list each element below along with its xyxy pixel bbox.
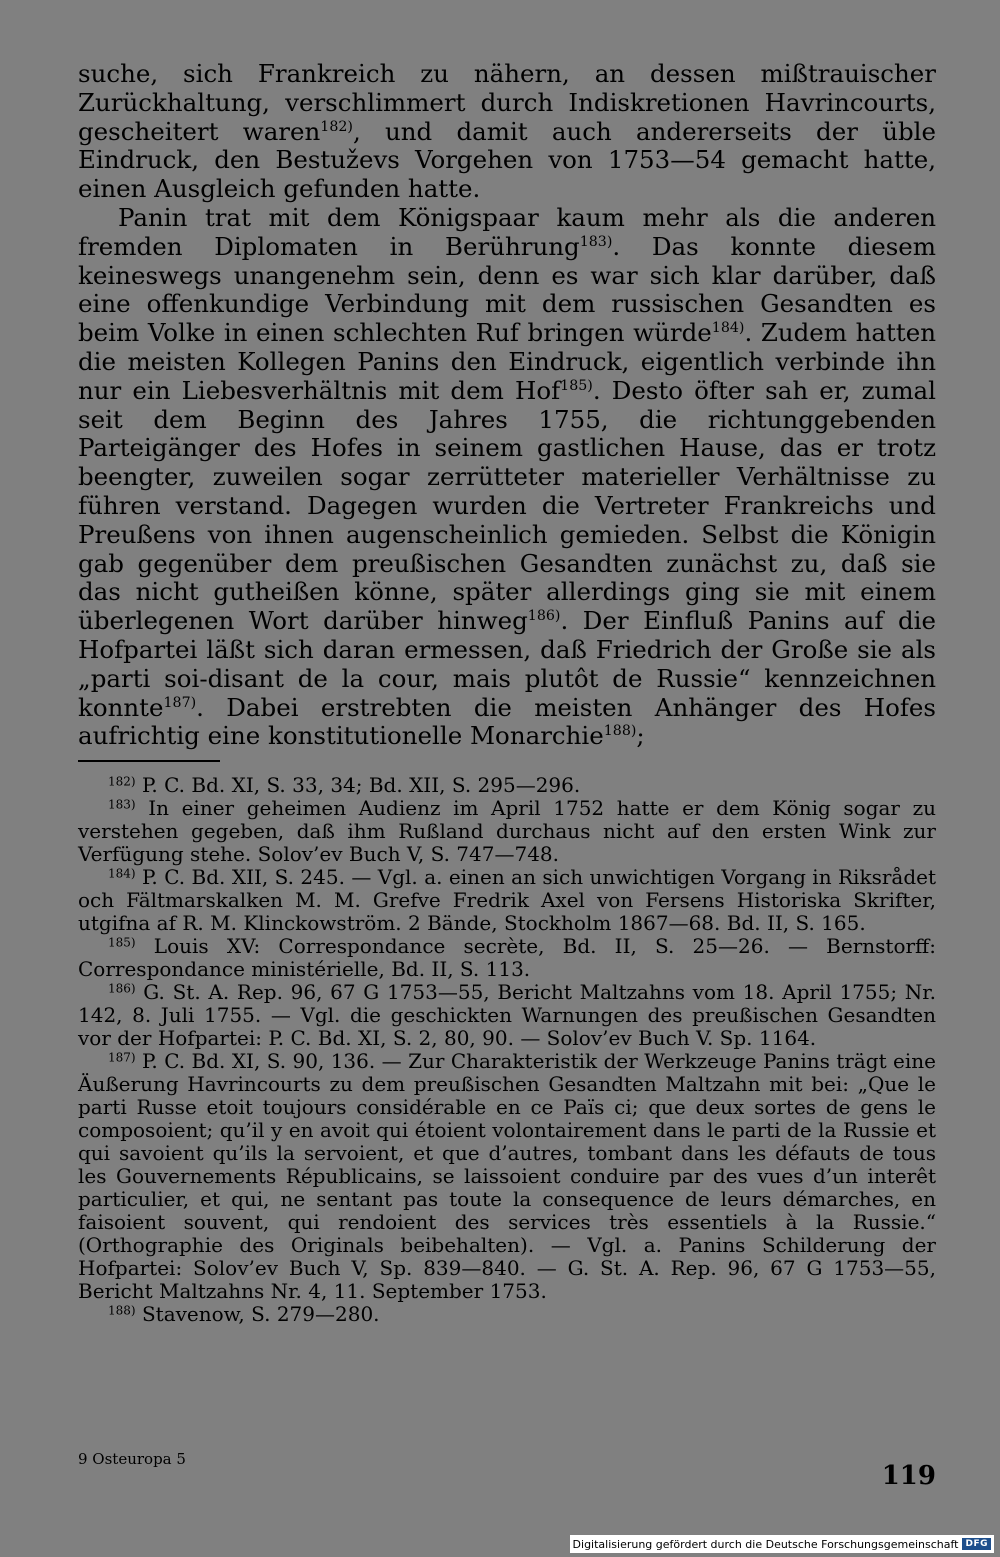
footnote [78,866,936,935]
body-paragraph [78,204,936,751]
page-number: 119 [881,1461,936,1491]
footnote [78,935,936,981]
footnote-reference[interactable]: 185) [560,377,593,394]
footnote-number: 185) [108,935,136,950]
footnote-number: 186) [108,981,136,996]
printer-signature: 9 Osteuropa 5 [78,1450,186,1468]
body-text-segment: , und damit auch andererseits der üble Eindruck, den Bestuževs Vorgehen von 1753—54 gemacht hatte, einen Ausgleich gefunden hatte. [78,116,936,204]
footnote-number: 184) [108,866,136,881]
body-text-segment: Panin trat mit dem Königspaar kaum mehr als die anderen fremden Diplomaten in Berührung [78,202,936,261]
body-text-segment: . Das konnte diesem keineswegs unangenehm sein, denn es war sich klar darüber, daß eine offenkundige Verbindung mit dem russischen Gesandten es beim Volke in einen schlechten Ruf bringen würde [78,231,936,348]
dfg-logo: DFG [962,1538,991,1550]
footnote-text: P. C. Bd. XI, S. 33, 34; Bd. XII, S. 295—296. [141,773,581,798]
footnote-number: 182) [108,774,136,789]
page-content [78,60,936,1326]
body-text [78,60,936,751]
footnote [78,797,936,866]
credit-text: Digitalisierung gefördert durch die Deutsche Forschungsgemeinschaft [572,1537,959,1551]
footnote-text: P. C. Bd. XI, S. 90, 136. — Zur Charakteristik der Werkzeuge Panins trägt eine Äußerung Havrincourts zu dem preußischen Gesandten Maltzahn mit bei: „Que le parti Russe etoit toujours considérable en ce Païs ci; que deux sortes de gens le composoient; qu’il y en avoit qui étoient volontairement dans le parti de la Russie et qui savoient qu’ils la servoient, et que d’autres, tombant dans les défauts de tous les Gouvernements Républicains, se laissoient conduire par des vues d’un interêt particulier, et qui, ne sentant pas toute la consequence de leurs démarches, en faisoient souvent, qui rendoient des services très essentiels à la Russie.“ (Orthographie des Originals beibehalten). — Vgl. a. Panins Schilderung der Hofpartei: Solov’ev Buch V, Sp. 839—840. — G. St. A. Rep. 96, 67 G 1753—55, Bericht Maltzahns Nr. 4, 11. September 1753. [78,1049,936,1304]
footnote-reference[interactable]: 182) [320,118,353,135]
body-paragraph [78,60,936,204]
footnote [78,774,936,797]
footnote-reference[interactable]: 184) [711,320,745,337]
footnotes [78,774,936,1326]
footnote-number: 188) [108,1303,136,1318]
footnote-reference[interactable]: 183) [579,233,613,250]
footnote [78,1050,936,1303]
footnote-reference[interactable]: 186) [527,608,561,625]
footnote-reference[interactable]: 188) [603,723,637,740]
footnote-text: G. St. A. Rep. 96, 67 G 1753—55, Bericht Maltzahns vom 18. April 1755; Nr. 142, 8. Juli 1755. — Vgl. die geschickten Warnungen des preußischen Gesandten vor der Hofpartei: P. C. Bd. XI, S. 2, 80, 90. — Solov’ev Buch V. Sp. 1164. [78,980,937,1051]
footnote [78,1303,936,1326]
footnote-reference[interactable]: 187) [163,694,197,711]
footnote-number: 183) [108,797,136,812]
body-text-segment: . Desto öfter sah er, zumal seit dem Beginn des Jahres 1755, die richtunggebenden Parteigänger des Hofes in seinem gastlichen Hause, das er trotz beengter, zuweilen sogar zerrütteter materieller Verhältnisse zu führen verstand. Dagegen wurden die Vertreter Frankreichs und Preußens von ihnen augenscheinlich gemieden. Selbst die Königin gab gegenüber dem preußischen Gesandten zunächst zu, daß sie das nicht gutheißen könne, später allerdings ging sie mit einem überlegenen Wort darüber hinweg [78,375,937,636]
body-text-segment: . Zudem hatten die meisten Kollegen Panins den Eindruck, eigentlich verbinde ihn nur ein Liebesverhältnis mit dem Hof [78,318,936,405]
body-text-segment: . Der Einfluß Panins auf die Hofpartei läßt sich daran ermessen, daß Friedrich der Große sie als „parti soi-disant de la cour, mais plutôt de Russie“ kennzeichnen konnte [78,606,936,722]
body-text-segment: ; [636,721,645,751]
footnote-divider [78,760,220,762]
body-text-segment: . Dabei erstrebten die meisten Anhänger des Hofes aufrichtig eine konstitutionelle Monarchie [78,692,936,751]
footnote-text: Stavenow, S. 279—280. [141,1302,380,1327]
digitization-credit [570,1535,994,1553]
footnote-text: Louis XV: Correspondance secrète, Bd. II, S. 25—26. — Bernstorff: Correspondance ministérielle, Bd. II, S. 113. [78,934,936,982]
footnote-text: In einer geheimen Audienz im April 1752 hatte er dem König sogar zu verstehen gegeben, daß ihm Rußland durchaus nicht auf den ersten Wink zur Verfügung stehe. Solov’ev Buch V, S. 747—748. [78,796,937,867]
footnote [78,981,936,1050]
footnote-number: 187) [108,1050,136,1065]
body-text-segment: suche, sich Frankreich zu nähern, an dessen mißtrauischer Zurückhaltung, verschlimmert durch Indiskretionen Havrincourts, gescheitert waren [78,59,936,146]
footnote-text: P. C. Bd. XII, S. 245. — Vgl. a. einen an sich unwichtigen Vorgang in Riksrådet och Fältmarskalken M. M. Grefve Fredrik Axel von Fersens Historiska Skrifter, utgifna af R. M. Klinckowström. 2 Bände, Stockholm 1867—68. Bd. II, S. 165. [78,865,936,936]
